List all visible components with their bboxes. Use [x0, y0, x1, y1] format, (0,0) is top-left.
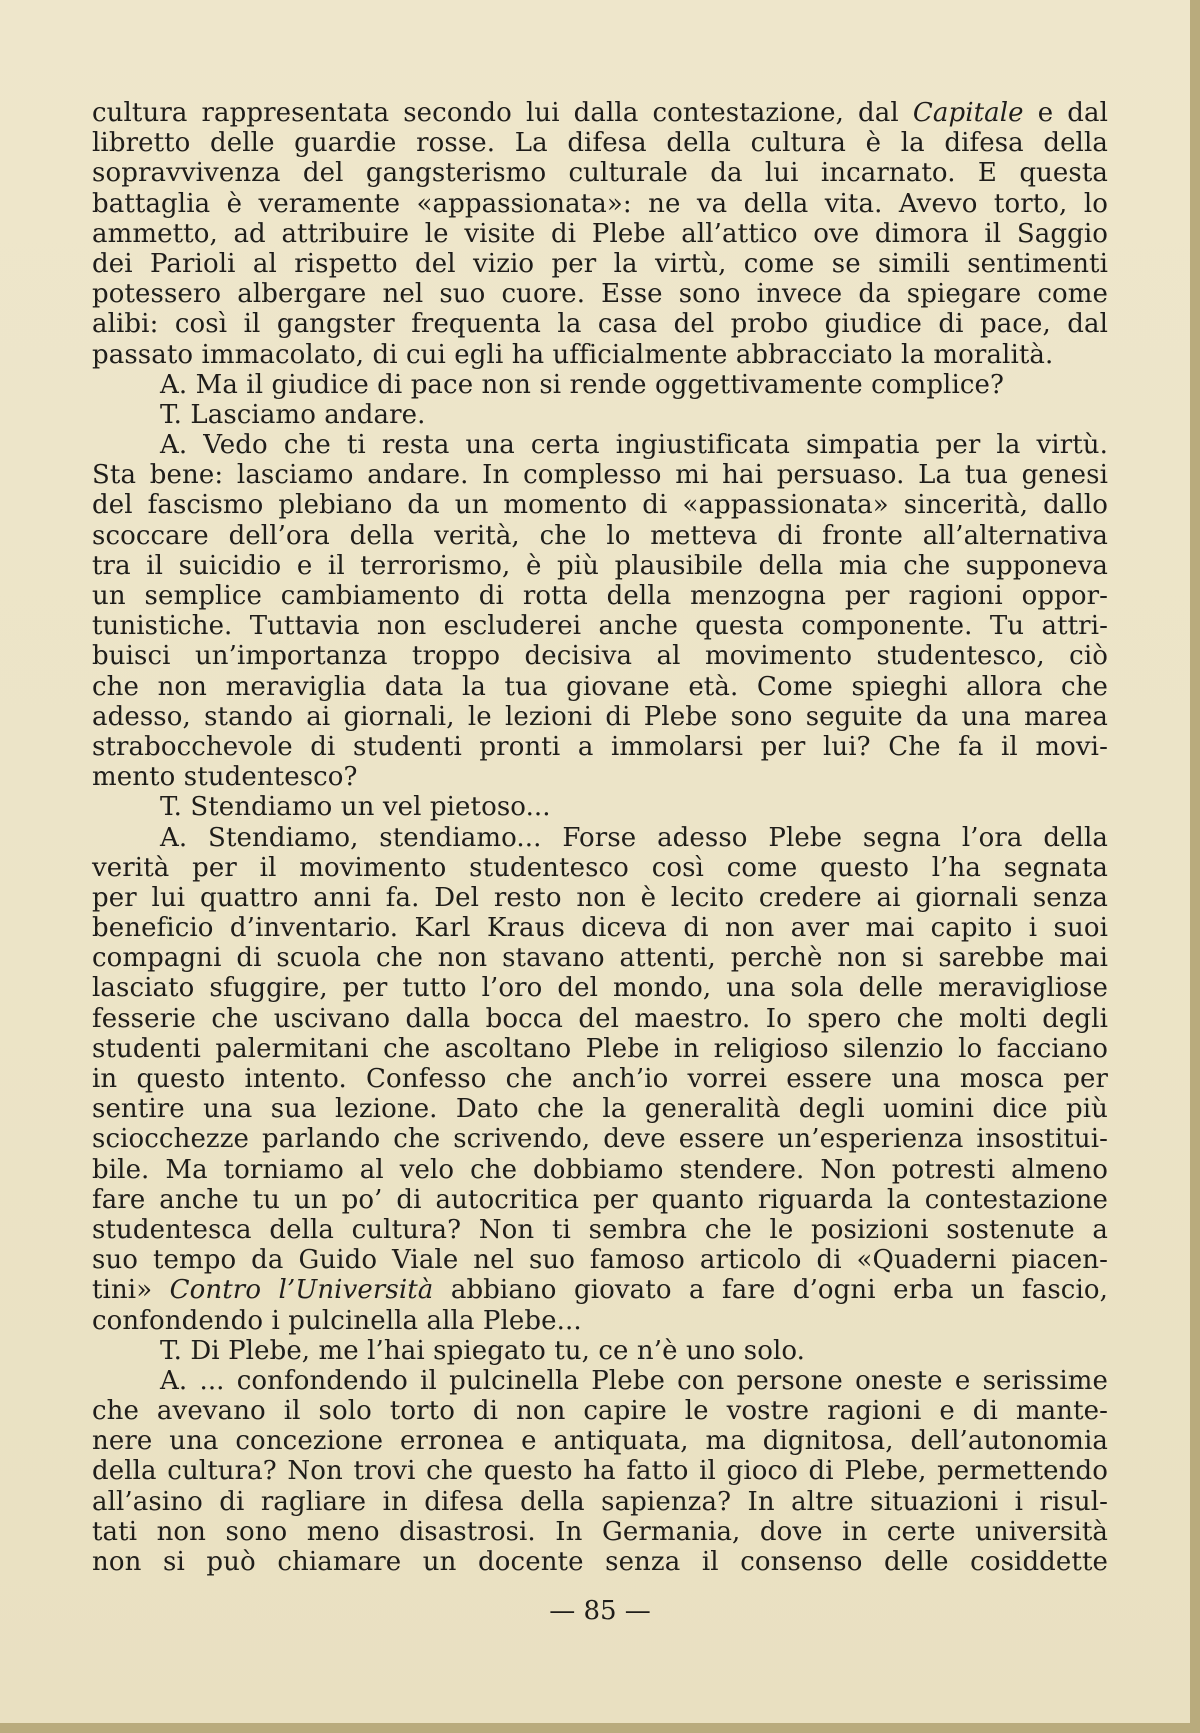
text-line	[92, 1275, 1108, 1305]
text-line-content: dei Parioli al rispetto del vizio per la virtù, come se simili sentimenti	[92, 248, 1108, 279]
text-line-content: fare anche tu un po’ di autocritica per quanto riguarda la contestazione	[92, 1184, 1108, 1215]
text-line	[92, 581, 1108, 611]
text-line-content: libretto delle guardie rosse. La difesa della cultura è la difesa della	[92, 128, 1108, 159]
text-line	[92, 279, 1108, 309]
text-line	[92, 158, 1108, 188]
text-line	[92, 1396, 1108, 1426]
text-line-content: Sta bene: lasciamo andare. In complesso mi hai persuaso. La tua genesi	[92, 460, 1108, 491]
text-line-content: T. Lasciamo andare.	[160, 399, 426, 430]
text-line	[92, 672, 1108, 702]
text-line	[92, 490, 1108, 520]
text-line-content: studentesca della cultura? Non ti sembra che le posizioni sostenute a	[92, 1214, 1108, 1245]
text-line	[92, 1094, 1108, 1124]
text-line	[92, 1124, 1108, 1154]
text-line	[92, 853, 1108, 883]
text-line-content: beneficio d’inventario. Karl Kraus diceva di non aver mai capito i suoi	[92, 913, 1108, 944]
text-line-content: all’asino di ragliare in difesa della sapienza? In altre situazioni i risul-	[92, 1486, 1108, 1517]
text-line-content: della cultura? Non trovi che questo ha fatto il gioco di Plebe, permettendo	[92, 1456, 1108, 1487]
text-line	[92, 732, 1108, 762]
text-line-content: un semplice cambiamento di rotta della menzogna per ragioni oppor-	[92, 581, 1108, 611]
text-line-content: compagni di scuola che non stavano attenti, perchè non si sarebbe mai	[92, 943, 1108, 974]
text-line	[92, 1456, 1108, 1486]
text-line-content: T. Di Plebe, me l’hai spiegato tu, ce n’è uno solo.	[160, 1335, 806, 1366]
text-line-content: in questo intento. Confesso che anch’io vorrei essere una mosca per	[92, 1064, 1108, 1094]
text-line	[92, 1426, 1108, 1456]
text-line	[92, 1155, 1108, 1185]
text-line-content: A. Ma il giudice di pace non si rende oggettivamente complice?	[160, 369, 1005, 400]
text-line-content: studenti palermitani che ascoltano Plebe in religioso silenzio lo facciano	[92, 1033, 1108, 1064]
text-line	[92, 1487, 1108, 1517]
text-line-content: tati non sono meno disastrosi. In Germania, dove in certe università	[92, 1516, 1108, 1547]
text-line-continuation: e dal	[1023, 98, 1108, 128]
text-line-content: tini»	[92, 1275, 170, 1306]
text-line	[92, 370, 1108, 400]
text-line-content: sopravvivenza del gangsterismo culturale da lui incarnato. E questa	[92, 158, 1108, 189]
page-number: — 85 —	[549, 1596, 651, 1626]
text-line-content: cultura rappresentata secondo lui dalla contestazione, dal	[92, 98, 913, 128]
text-line-content: ammetto, ad attribuire le visite di Plebe all’attico ove dimora il Saggio	[92, 218, 1108, 249]
text-line	[92, 219, 1108, 249]
text-line-content: scoccare dell’ora della verità, che lo metteva di fronte all’alternativa	[92, 520, 1108, 551]
text-line	[92, 1245, 1108, 1275]
text-line-content: A. ... confondendo il pulcinella Plebe con persone oneste e serissime	[160, 1365, 1108, 1396]
text-line-content: nere una concezione erronea e antiquata, ma dignitosa, dell’autonomia	[92, 1426, 1108, 1457]
text-line-content: lasciato sfuggire, per tutto l’oro del mondo, una sola delle meravigliose	[92, 973, 1108, 1004]
text-line	[92, 973, 1108, 1003]
text-line	[92, 1185, 1108, 1215]
text-line	[92, 1517, 1108, 1547]
text-line	[92, 611, 1108, 641]
text-line-content: tra il suicidio e il terrorismo, è più plausibile della mia che supponeva	[92, 550, 1108, 581]
text-line-content: per lui quattro anni fa. Del resto non è lecito credere ai giornali senza	[92, 882, 1108, 913]
text-line	[92, 249, 1108, 279]
text-line	[92, 1034, 1108, 1064]
text-line-content: fesserie che uscivano dalla bocca del maestro. Io spero che molti degli	[92, 1003, 1108, 1034]
text-line	[92, 702, 1108, 732]
text-line-content: non si può chiamare un docente senza il consenso delle cosiddette	[92, 1547, 1108, 1577]
text-line	[92, 309, 1108, 339]
text-line-content: adesso, stando ai giornali, le lezioni di Plebe sono seguite da una marea	[92, 701, 1108, 732]
italic-title: Contro l’Università	[169, 1275, 434, 1306]
italic-title: Capitale	[912, 98, 1024, 128]
text-line	[92, 521, 1108, 551]
text-line-continuation: abbiano giovato a fare d’ogni erba un fascio,	[433, 1275, 1108, 1306]
text-line	[92, 823, 1108, 853]
text-line-content: A. Vedo che ti resta una certa ingiustificata simpatia per la virtù.	[160, 430, 1108, 461]
text-line	[92, 460, 1108, 490]
text-line	[92, 340, 1108, 370]
text-line-content: verità per il movimento studentesco così come questo l’ha segnata	[92, 852, 1108, 883]
text-line	[92, 762, 1108, 792]
text-line-content: passato immacolato, di cui egli ha ufficialmente abbracciato la moralità.	[92, 339, 1054, 370]
text-line-content: strabocchevole di studenti pronti a immolarsi per lui? Che fa il movi-	[92, 731, 1108, 762]
text-line-content: A. Stendiamo, stendiamo... Forse adesso Plebe segna l’ora della	[160, 822, 1108, 853]
text-line	[92, 128, 1108, 158]
text-line-content: alibi: così il gangster frequenta la casa del probo giudice di pace, dal	[92, 309, 1108, 340]
text-line-content: suo tempo da Guido Viale nel suo famoso articolo di «Quaderni piacen-	[92, 1245, 1108, 1276]
text-line-content: tunistiche. Tuttavia non escluderei anche questa componente. Tu attri-	[92, 611, 1108, 642]
text-line-content: che avevano il solo torto di non capire le vostre ragioni e di mante-	[92, 1396, 1108, 1427]
text-line-content: battaglia è veramente «appassionata»: ne va della vita. Avevo torto, lo	[92, 188, 1108, 219]
text-line	[92, 1004, 1108, 1034]
text-line	[92, 1064, 1108, 1094]
text-line-content: buisci un’importanza troppo decisiva al movimento studentesco, ciò	[92, 641, 1108, 672]
text-line	[92, 792, 1108, 822]
body-text	[92, 98, 1108, 1577]
text-line	[92, 1306, 1108, 1336]
text-line	[92, 943, 1108, 973]
text-line	[92, 430, 1108, 460]
text-line	[92, 189, 1108, 219]
text-line	[92, 1366, 1108, 1396]
text-line-content: sentire una sua lezione. Dato che la generalità degli uomini dice più	[92, 1094, 1108, 1125]
text-line-content: confondendo i pulcinella alla Plebe...	[92, 1305, 582, 1336]
text-line	[92, 551, 1108, 581]
text-line	[92, 913, 1108, 943]
text-line	[92, 1547, 1108, 1577]
text-line	[92, 641, 1108, 671]
text-line	[92, 400, 1108, 430]
text-line	[92, 1336, 1108, 1366]
text-line-content: bile. Ma torniamo al velo che dobbiamo stendere. Non potresti almeno	[92, 1154, 1108, 1185]
text-line-content: potessero albergare nel suo cuore. Esse sono invece da spiegare come	[92, 279, 1108, 310]
text-line	[92, 883, 1108, 913]
text-line-content: T. Stendiamo un vel pietoso...	[160, 792, 551, 823]
text-line-content: mento studentesco?	[92, 762, 358, 793]
text-line-content: che non meraviglia data la tua giovane età. Come spieghi allora che	[92, 671, 1108, 702]
text-line-content: del fascismo plebiano da un momento di «appassionata» sincerità, dallo	[92, 490, 1108, 521]
text-line	[92, 1215, 1108, 1245]
text-line-content: sciocchezze parlando che scrivendo, deve essere un’esperienza insostitui-	[92, 1124, 1108, 1155]
text-line	[92, 98, 1108, 128]
